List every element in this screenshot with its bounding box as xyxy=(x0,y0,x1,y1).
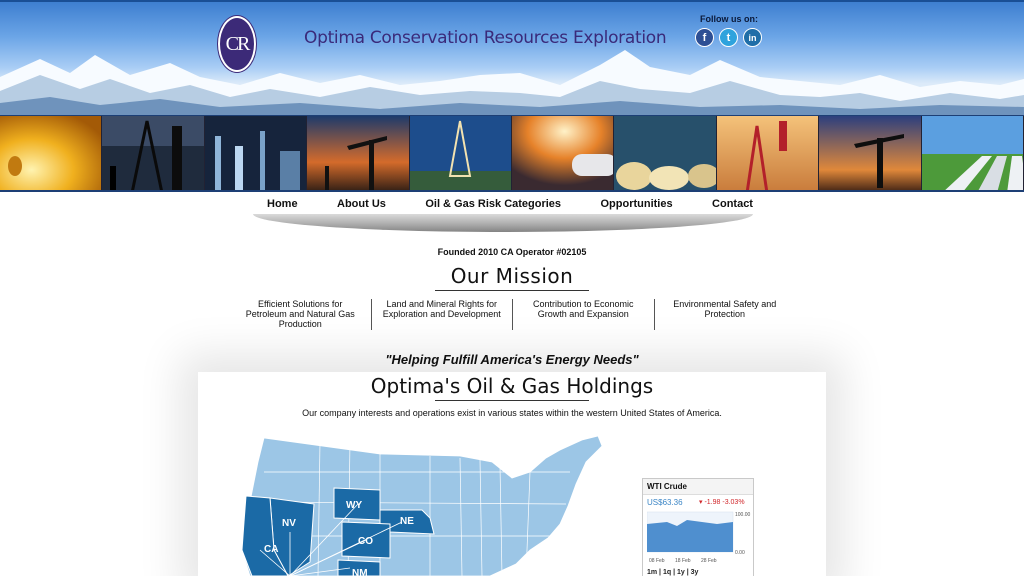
refinery-night-photo xyxy=(205,116,307,190)
pillar-text: Efficient Solutions for Petroleum and Natural Gas Production xyxy=(245,299,355,329)
pillar-text: Environmental Safety and Protection xyxy=(673,299,777,319)
nav-contact[interactable]: Contact xyxy=(712,198,753,210)
wti-ymax: 100.00 xyxy=(735,512,751,518)
pillar-environmental-safety xyxy=(655,299,796,330)
holdings-title: Optima's Oil & Gas Holdings xyxy=(370,374,654,398)
storage-tanks-photo xyxy=(614,116,716,190)
nav-risk-categories[interactable]: Oil & Gas Risk Categories xyxy=(425,198,562,210)
follow-label: Follow us on: xyxy=(700,14,758,24)
pillar-efficient-solutions xyxy=(230,299,372,330)
logo[interactable]: CR xyxy=(218,16,256,72)
photo-strip xyxy=(0,115,1024,192)
state-label-ca: CA xyxy=(264,544,279,555)
nav-opportunities[interactable]: Opportunities xyxy=(600,198,673,210)
pillar-land-rights xyxy=(372,299,514,330)
mission-pillars xyxy=(230,299,795,330)
pillar-economic-growth xyxy=(513,299,655,330)
red-pumpjack-photo xyxy=(717,116,819,190)
state-label-wy: WY xyxy=(346,500,363,511)
wti-date: 08 Feb xyxy=(649,558,665,564)
state-label-nm: NM xyxy=(352,568,368,576)
twitter-icon[interactable]: t xyxy=(719,28,738,47)
pipeline-photo xyxy=(922,116,1024,190)
pumpjack-dusk-photo xyxy=(819,116,921,190)
pillar-text: Contribution to Economic Growth and Expansion xyxy=(532,299,634,319)
nav-shadow xyxy=(253,214,753,232)
state-label-co: CO xyxy=(358,536,373,547)
mountain-banner-image xyxy=(0,45,1024,115)
mission-divider xyxy=(435,290,589,291)
wti-change: ▾ -1.98 -3.03% xyxy=(699,499,745,506)
tagline: "Helping Fulfill America's Energy Needs" xyxy=(385,352,639,367)
drilling-rig-photo xyxy=(410,116,512,190)
oil-drop-photo xyxy=(0,116,102,190)
us-holdings-map[interactable] xyxy=(230,432,610,576)
company-name: Optima Conservation Resources Exploration xyxy=(304,28,667,48)
wti-ymin: 0.00 xyxy=(735,550,745,556)
wti-date: 18 Feb xyxy=(675,558,691,564)
main-nav xyxy=(245,193,775,215)
wti-mini-chart xyxy=(647,510,751,566)
wti-date: 28 Feb xyxy=(701,558,717,564)
nav-home[interactable]: Home xyxy=(267,198,298,210)
facebook-icon[interactable]: f xyxy=(695,28,714,47)
wti-price: US$63.36 xyxy=(647,498,683,507)
pillar-text: Land and Mineral Rights for Exploration and Development xyxy=(382,299,501,319)
pumpjack-sunset-photo xyxy=(307,116,409,190)
holdings-divider xyxy=(435,400,589,401)
holdings-description: Our company interests and operations exist in various states within the western United States of America. xyxy=(302,408,722,418)
wti-range-selector[interactable]: 1m | 1q | 1y | 3y xyxy=(647,569,699,576)
linkedin-icon[interactable]: in xyxy=(743,28,762,47)
state-label-ne: NE xyxy=(400,516,414,527)
oil-rig-workers-photo xyxy=(102,116,204,190)
founded-text: Founded 2010 CA Operator #02105 xyxy=(437,247,587,257)
state-label-nv: NV xyxy=(282,518,296,529)
wti-title: WTI Crude xyxy=(643,479,753,495)
nav-about-us[interactable]: About Us xyxy=(337,198,386,210)
site-header xyxy=(0,0,1024,115)
mission-title: Our Mission xyxy=(450,264,574,288)
wti-crude-widget[interactable] xyxy=(642,478,754,576)
tanker-refinery-photo xyxy=(512,116,614,190)
